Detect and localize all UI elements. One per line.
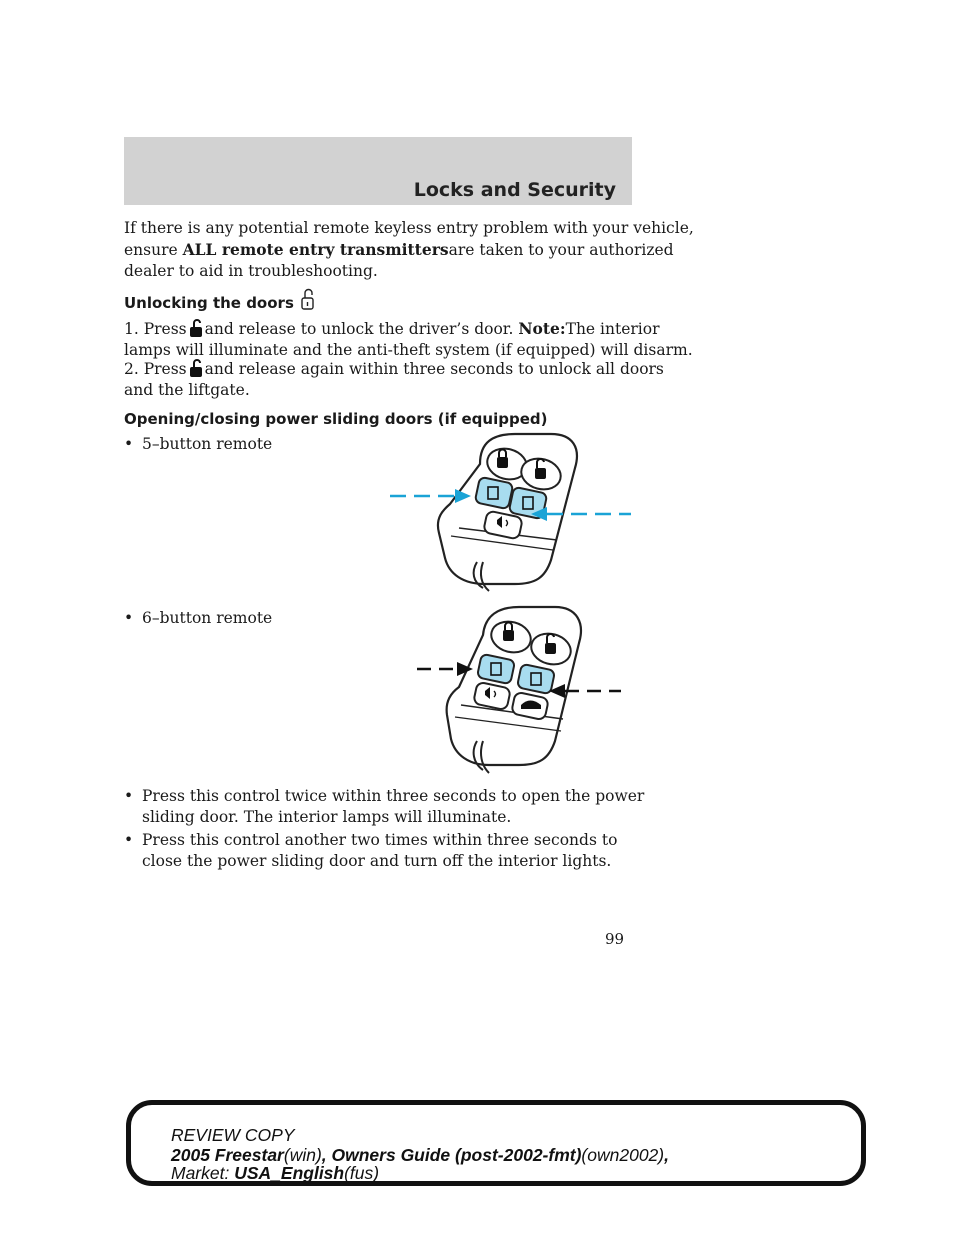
bullet-dot: • <box>124 435 134 453</box>
review-doc-info: 2005 Freestar(win), Owners Guide (post-2002-fmt)(own2002), <box>171 1145 669 1165</box>
bullet-open-door: Press this control twice within three seconds to open the power sliding door. The interior lamps will illuminate. <box>142 787 645 826</box>
bullet-dot: • <box>124 609 134 627</box>
intro-line-1: If there is any potential remote keyless entry problem with your vehicle, <box>124 219 694 237</box>
review-market-info: Market: USA_English(fus) <box>171 1163 380 1183</box>
unlock-button-icon <box>188 318 204 338</box>
step-2: 2. Press and release again within three seconds to unlock all doors and the liftgate. <box>124 360 664 399</box>
intro-line-2: ensure ALL remote entry transmittersare taken to your authorized <box>124 240 674 259</box>
review-copy-label: REVIEW COPY <box>171 1125 295 1145</box>
intro-paragraph <box>124 218 694 282</box>
section-title: Locks and Security <box>413 179 616 201</box>
step-1: 1. Press and release to unlock the driver’s door. Note:The interior lamps will illuminate and the anti-theft system (if equipped) will disarm. <box>124 319 693 359</box>
intro-line-3: dealer to aid in troubleshooting. <box>124 262 378 280</box>
bullet-close-door: Press this control another two times within three seconds to close the power sliding door and turn off the interior lights. <box>142 831 618 870</box>
bullet-dot: • <box>124 787 134 805</box>
unlock-icon <box>300 288 316 312</box>
review-copy-footer <box>126 1100 866 1186</box>
sliding-doors-heading: Opening/closing power sliding doors (if equipped) <box>124 410 548 428</box>
6-button-remote-figure <box>415 605 625 777</box>
bullet-6-button: 6–button remote <box>142 609 273 627</box>
5-button-remote-figure <box>385 428 635 594</box>
unlock-button-icon <box>188 358 204 378</box>
unlocking-heading: Unlocking the doors <box>124 288 317 312</box>
bullet-5-button: 5–button remote <box>142 435 273 453</box>
bullet-dot: • <box>124 831 134 849</box>
page-number: 99 <box>605 930 625 948</box>
header-band <box>124 137 632 205</box>
